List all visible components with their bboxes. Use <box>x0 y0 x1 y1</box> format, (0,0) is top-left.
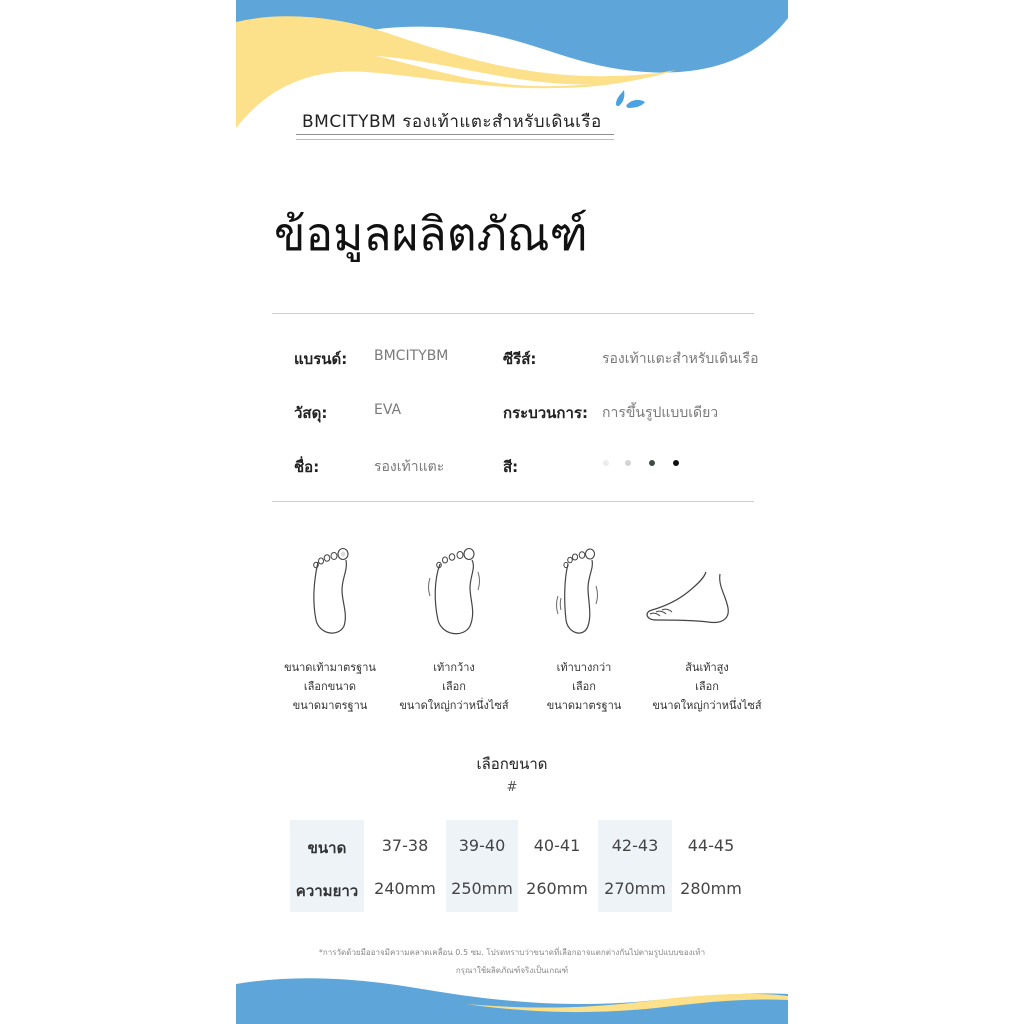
brand-label: แบรนด์: <box>294 350 348 368</box>
measurement-note-line1: *การวัดด้วยมืออาจมีความคลาดเคลื่อน 0.5 ซม. โปรดทราบว่าขนาดที่เลือกอาจแตกต่างกันไปตามรูปแบบของเท้า <box>318 948 706 957</box>
caption-line: เท้ากว้าง <box>433 661 475 674</box>
water-drop-icon <box>612 88 646 112</box>
standard-foot-icon <box>300 540 360 640</box>
divider-top <box>272 313 754 314</box>
process-label: กระบวนการ: <box>503 404 588 422</box>
wide-foot-caption <box>386 658 522 715</box>
bottom-wave-decoration <box>236 974 788 1024</box>
size-cell: 40-41 <box>533 836 581 855</box>
size-cell: 39-40 <box>458 836 506 855</box>
caption-line: เลือก <box>442 680 466 693</box>
length-cell: 260mm <box>526 879 588 898</box>
color-swatch-4[interactable] <box>673 460 679 466</box>
caption-line: เลือกขนาด <box>303 680 357 693</box>
product-detail-page <box>236 0 788 1024</box>
thin-foot-caption <box>516 658 652 715</box>
divider-bottom <box>272 501 754 502</box>
length-cell: 250mm <box>451 879 513 898</box>
caption-line: ขนาดใหญ่กว่าหนึ่งไซส์ <box>652 699 762 712</box>
length-cell: 270mm <box>604 879 666 898</box>
length-row-label: ความยาว <box>295 882 359 900</box>
high-instep-caption <box>639 658 775 715</box>
column-bg-4 <box>598 820 672 912</box>
color-label: สี: <box>503 458 519 476</box>
thin-foot-icon <box>548 540 608 640</box>
length-cell: 280mm <box>680 879 742 898</box>
caption-line: เท้าบางกว่า <box>556 661 612 674</box>
caption-line: ส้นเท้าสูง <box>685 661 729 674</box>
caption-line: ขนาดเท้ามาตรฐาน <box>284 661 376 674</box>
series-label: ซีรีส์: <box>503 350 537 368</box>
name-label: ชื่อ: <box>294 458 320 476</box>
caption-line: เลือก <box>695 680 719 693</box>
size-chart-title: เลือกขนาด <box>476 755 548 773</box>
size-cell: 44-45 <box>687 836 735 855</box>
caption-line: ขนาดมาตรฐาน <box>292 699 368 712</box>
size-row-label: ขนาด <box>307 839 347 857</box>
material-label: วัสดุ: <box>294 404 328 422</box>
name-value: รองเท้าแตะ <box>374 459 445 475</box>
measurement-note-line2: กรุณาใช้ผลิตภัณฑ์จริงเป็นเกณฑ์ <box>455 966 569 975</box>
series-value: รองเท้าแตะสำหรับเดินเรือ <box>602 351 759 367</box>
brand-value: BMCITYBM <box>374 348 449 364</box>
page-title: ข้อมูลผลิตภัณฑ์ <box>274 207 588 261</box>
length-cell: 240mm <box>374 879 436 898</box>
size-cell: 42-43 <box>611 836 659 855</box>
size-chart-hash: # <box>506 780 518 795</box>
caption-line: ขนาดมาตรฐาน <box>546 699 622 712</box>
caption-line: เลือก <box>572 680 596 693</box>
standard-foot-caption <box>262 658 398 715</box>
size-cell: 37-38 <box>381 836 429 855</box>
material-value: EVA <box>374 402 402 418</box>
color-swatch-1[interactable] <box>603 460 609 466</box>
caption-line: ขนาดใหญ่กว่าหนึ่งไซส์ <box>399 699 509 712</box>
process-value: การขึ้นรูปแบบเดียว <box>602 405 719 421</box>
column-bg-2 <box>446 820 518 912</box>
color-swatch-2[interactable] <box>625 460 631 466</box>
wide-foot-icon <box>424 540 484 640</box>
color-swatch-3[interactable] <box>649 460 655 466</box>
high-instep-foot-icon <box>642 540 734 640</box>
header-underline <box>296 134 614 140</box>
header-title: BMCITYBM รองเท้าแตะสำหรับเดินเรือ <box>302 112 602 132</box>
